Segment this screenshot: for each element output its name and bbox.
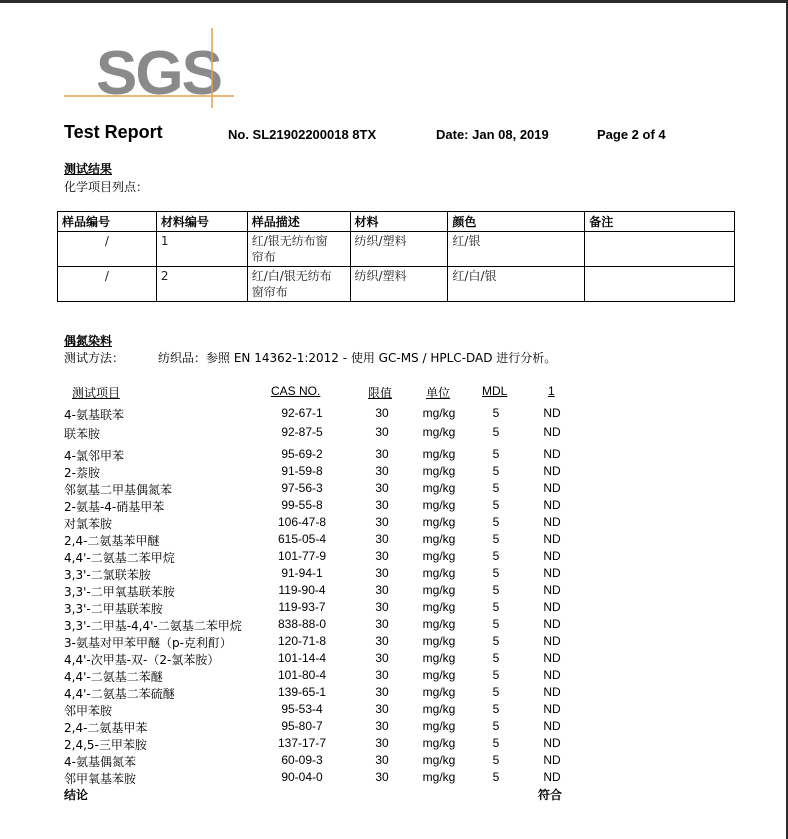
- mdl-value: 5: [492, 549, 500, 563]
- test-item-name: 邻氨基二甲基偶氮苯: [64, 483, 173, 497]
- unit-value: mg/kg: [422, 464, 456, 478]
- result-value: ND: [543, 447, 561, 461]
- unit-value: mg/kg: [422, 566, 456, 580]
- result-value: ND: [543, 425, 561, 439]
- test-item-name: 4,4'-二氨基二苯醚: [64, 670, 163, 684]
- cas-number: 92-87-5: [281, 425, 323, 439]
- result-value: ND: [543, 498, 561, 512]
- test-item-name: 邻甲苯胺: [64, 704, 113, 718]
- cell-sample-desc: [247, 232, 350, 267]
- limit-value: 30: [375, 668, 389, 682]
- test-item-name: 4-氨基联苯: [64, 408, 124, 422]
- limit-value: 30: [375, 753, 389, 767]
- col-sample-no: 样品编号: [58, 212, 157, 232]
- unit-value: mg/kg: [422, 651, 456, 665]
- test-item-name: 3,3'-二甲基联苯胺: [64, 602, 163, 616]
- table-row: [58, 232, 735, 267]
- desc-line: 帘布: [251, 250, 276, 264]
- cell-material-no: 1: [156, 232, 247, 267]
- result-value: ND: [543, 464, 561, 478]
- conclusion-value: 符合: [538, 788, 563, 802]
- sgs-logo: [62, 28, 237, 108]
- unit-value: mg/kg: [422, 719, 456, 733]
- mdl-value: 5: [492, 566, 500, 580]
- report-number: No. SL21902200018 8TX: [228, 127, 377, 142]
- cas-number: 90-04-0: [281, 770, 323, 784]
- result-value: ND: [543, 481, 561, 495]
- test-item-name: 2-氨基-4-硝基甲苯: [64, 500, 165, 514]
- limit-value: 30: [375, 515, 389, 529]
- limit-value: 30: [375, 736, 389, 750]
- mdl-value: 5: [492, 702, 500, 716]
- limit-value: 30: [375, 566, 389, 580]
- cell-sample-no: /: [58, 267, 157, 302]
- mdl-value: 5: [492, 770, 500, 784]
- mdl-value: 5: [492, 532, 500, 546]
- cas-number: 101-14-4: [277, 651, 327, 665]
- limit-value: 30: [375, 719, 389, 733]
- col-result: 1: [548, 384, 555, 398]
- azo-section-title: 偶氮染料: [64, 334, 113, 348]
- unit-value: mg/kg: [422, 532, 456, 546]
- method-text: 纺织品：参照 EN 14362-1:2012 - 使用 GC-MS / HPLC-DAD 进行分析。: [158, 351, 557, 365]
- limit-value: 30: [375, 481, 389, 495]
- sample-table-header: [58, 212, 735, 232]
- test-item-name: 3,3'-二甲基-4,4'-二氨基二苯甲烷: [64, 619, 242, 633]
- page-top-border: [0, 0, 788, 3]
- test-item-name: 2-萘胺: [64, 466, 100, 480]
- report-date: Date: Jan 08, 2019: [436, 127, 549, 142]
- svg-text:SGS: SGS: [96, 39, 221, 108]
- result-value: ND: [543, 719, 561, 733]
- col-remark: 备注: [585, 212, 735, 232]
- cas-number: 91-94-1: [281, 566, 323, 580]
- result-value: ND: [543, 736, 561, 750]
- result-value: ND: [543, 515, 561, 529]
- mdl-value: 5: [492, 498, 500, 512]
- test-item-name: 4,4'-二氨基二苯甲烷: [64, 551, 175, 565]
- test-item-name: 对氯苯胺: [64, 517, 113, 531]
- cas-number: 838-88-0: [277, 617, 327, 631]
- test-item-name: 2,4,5-三甲苯胺: [64, 738, 147, 752]
- result-value: ND: [543, 600, 561, 614]
- limit-value: 30: [375, 464, 389, 478]
- col-mdl: MDL: [482, 384, 508, 398]
- result-value: ND: [543, 753, 561, 767]
- cas-number: 95-69-2: [281, 447, 323, 461]
- cas-number: 119-90-4: [278, 583, 326, 597]
- page-number: Page 2 of 4: [597, 127, 666, 142]
- limit-value: 30: [375, 425, 389, 439]
- limit-value: 30: [375, 600, 389, 614]
- unit-value: mg/kg: [422, 668, 456, 682]
- limit-value: 30: [375, 685, 389, 699]
- result-value: ND: [543, 566, 561, 580]
- unit-value: mg/kg: [422, 617, 456, 631]
- cas-number: 60-09-3: [281, 753, 323, 767]
- cell-sample-desc: [247, 267, 350, 302]
- results-title: 测试结果: [64, 162, 113, 176]
- cas-number: 95-53-4: [281, 702, 323, 716]
- limit-value: 30: [375, 498, 389, 512]
- unit-value: mg/kg: [422, 736, 456, 750]
- cas-number: 101-77-9: [277, 549, 327, 563]
- test-item-name: 4,4'-次甲基-双-（2-氯苯胺）: [64, 653, 220, 667]
- test-item-name: 4-氨基偶氮苯: [64, 755, 136, 769]
- test-item-name: 2,4-二氨基苯甲醚: [64, 534, 160, 548]
- unit-value: mg/kg: [422, 406, 456, 420]
- result-value: ND: [543, 549, 561, 563]
- conclusion-label: 结论: [64, 788, 89, 802]
- mdl-value: 5: [492, 600, 500, 614]
- unit-value: mg/kg: [422, 481, 456, 495]
- limit-value: 30: [375, 770, 389, 784]
- test-item-name: 4,4'-二氨基二苯硫醚: [64, 687, 175, 701]
- cas-number: 615-05-4: [277, 532, 327, 546]
- result-value: ND: [543, 406, 561, 420]
- result-value: ND: [543, 668, 561, 682]
- result-value: ND: [543, 532, 561, 546]
- result-value: ND: [543, 685, 561, 699]
- cell-material-no: 2: [156, 267, 247, 302]
- cas-number: 139-65-1: [277, 685, 327, 699]
- cell-material: 纺织/塑料: [350, 267, 448, 302]
- result-value: ND: [543, 617, 561, 631]
- unit-value: mg/kg: [422, 634, 456, 648]
- limit-value: 30: [375, 583, 389, 597]
- result-value: ND: [543, 634, 561, 648]
- cas-number: 95-80-7: [281, 719, 323, 733]
- unit-value: mg/kg: [422, 685, 456, 699]
- test-item-name: 邻甲氧基苯胺: [64, 772, 137, 786]
- result-value: ND: [543, 702, 561, 716]
- result-value: ND: [543, 651, 561, 665]
- unit-value: mg/kg: [422, 770, 456, 784]
- mdl-value: 5: [492, 515, 500, 529]
- mdl-value: 5: [492, 406, 500, 420]
- col-cas-no: CAS NO.: [271, 384, 321, 398]
- unit-value: mg/kg: [422, 549, 456, 563]
- mdl-value: 5: [492, 464, 500, 478]
- cell-material: 纺织/塑料: [350, 232, 448, 267]
- unit-value: mg/kg: [422, 498, 456, 512]
- unit-value: mg/kg: [422, 425, 456, 439]
- result-value: ND: [543, 583, 561, 597]
- mdl-value: 5: [492, 447, 500, 461]
- cas-number: 106-47-8: [277, 515, 327, 529]
- test-item-name: 3-氨基对甲苯甲醚（p-克利酊）: [64, 636, 232, 650]
- desc-line: 红/白/银无纺布: [251, 269, 332, 283]
- limit-value: 30: [375, 406, 389, 420]
- limit-value: 30: [375, 702, 389, 716]
- mdl-value: 5: [492, 736, 500, 750]
- cas-number: 137-17-7: [277, 736, 327, 750]
- mdl-value: 5: [492, 651, 500, 665]
- desc-line: 红/银无纺布窗: [251, 234, 328, 248]
- cell-color: 红/银: [448, 232, 585, 267]
- unit-value: mg/kg: [422, 702, 456, 716]
- unit-value: mg/kg: [422, 583, 456, 597]
- col-test-item: 测试项目: [72, 386, 121, 400]
- cas-number: 92-67-1: [281, 406, 323, 420]
- limit-value: 30: [375, 651, 389, 665]
- mdl-value: 5: [492, 668, 500, 682]
- cas-number: 101-80-4: [277, 668, 327, 682]
- test-item-name: 3,3'-二甲氧基联苯胺: [64, 585, 175, 599]
- mdl-value: 5: [492, 634, 500, 648]
- cas-number: 97-56-3: [281, 481, 323, 495]
- cell-color: 红/白/银: [448, 267, 585, 302]
- table-row: [58, 267, 735, 302]
- cas-number: 119-93-7: [278, 600, 326, 614]
- mdl-value: 5: [492, 583, 500, 597]
- result-value: ND: [543, 770, 561, 784]
- cas-number: 91-59-8: [281, 464, 323, 478]
- cas-number: 120-71-8: [277, 634, 327, 648]
- cell-sample-no: /: [58, 232, 157, 267]
- results-subtitle: 化学项目列点：: [64, 180, 149, 194]
- unit-value: mg/kg: [422, 600, 456, 614]
- cell-remark: [585, 232, 735, 267]
- report-title: Test Report: [64, 122, 163, 142]
- limit-value: 30: [375, 634, 389, 648]
- mdl-value: 5: [492, 685, 500, 699]
- mdl-value: 5: [492, 617, 500, 631]
- limit-value: 30: [375, 617, 389, 631]
- limit-value: 30: [375, 549, 389, 563]
- cell-remark: [585, 267, 735, 302]
- unit-value: mg/kg: [422, 515, 456, 529]
- test-item-name: 2,4-二氨基甲苯: [64, 721, 148, 735]
- mdl-value: 5: [492, 753, 500, 767]
- test-item-name: 联苯胺: [64, 427, 101, 441]
- unit-value: mg/kg: [422, 753, 456, 767]
- desc-line: 窗帘布: [251, 285, 288, 299]
- mdl-value: 5: [492, 719, 500, 733]
- col-material: 材料: [350, 212, 448, 232]
- unit-value: mg/kg: [422, 447, 456, 461]
- test-item-name: 3,3'-二氯联苯胺: [64, 568, 151, 582]
- sample-table: [57, 211, 735, 302]
- col-unit: 单位: [426, 386, 451, 400]
- mdl-value: 5: [492, 425, 500, 439]
- limit-value: 30: [375, 447, 389, 461]
- method-label: 测试方法：: [64, 351, 125, 365]
- mdl-value: 5: [492, 481, 500, 495]
- col-sample-desc: 样品描述: [247, 212, 350, 232]
- col-material-no: 材料编号: [156, 212, 247, 232]
- col-color: 颜色: [448, 212, 585, 232]
- test-item-name: 4-氯邻甲苯: [64, 449, 124, 463]
- cas-number: 99-55-8: [281, 498, 323, 512]
- col-limit: 限值: [368, 386, 393, 400]
- limit-value: 30: [375, 532, 389, 546]
